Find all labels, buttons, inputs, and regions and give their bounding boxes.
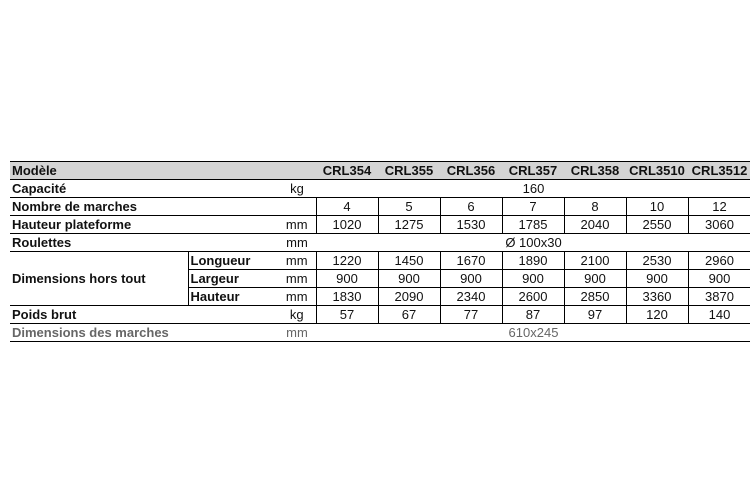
row-value: 5 [378, 198, 440, 216]
row-value: 2960 [688, 252, 750, 270]
hauteur-plateforme-row [10, 216, 750, 234]
row-value: 2850 [564, 288, 626, 306]
row-unit: mm [278, 324, 316, 342]
row-value: 1670 [440, 252, 502, 270]
row-value: 7 [502, 198, 564, 216]
row-value: 97 [564, 306, 626, 324]
row-value: 1890 [502, 252, 564, 270]
row-value: 57 [316, 306, 378, 324]
row-value: 2600 [502, 288, 564, 306]
row-value: 900 [626, 270, 688, 288]
model-cell: CRL358 [564, 162, 626, 180]
dimensions-label: Dimensions hors tout [10, 252, 188, 306]
sub-label: Hauteur [188, 288, 278, 306]
row-value: 1450 [378, 252, 440, 270]
row-unit: mm [278, 234, 316, 252]
header-label: Modèle [10, 162, 316, 180]
row-value: 2530 [626, 252, 688, 270]
row-value: 900 [564, 270, 626, 288]
row-value: 3870 [688, 288, 750, 306]
row-value: 6 [440, 198, 502, 216]
model-cell: CRL357 [502, 162, 564, 180]
row-value: 2100 [564, 252, 626, 270]
row-value: 1220 [316, 252, 378, 270]
model-cell: CRL3510 [626, 162, 688, 180]
row-label: Capacité [10, 180, 278, 198]
row-value: 3060 [688, 216, 750, 234]
longueur-row [10, 252, 750, 270]
row-value: 140 [688, 306, 750, 324]
model-cell: CRL3512 [688, 162, 750, 180]
model-cell: CRL354 [316, 162, 378, 180]
spec-table [10, 161, 750, 342]
row-label: Poids brut [10, 306, 278, 324]
row-value: 67 [378, 306, 440, 324]
row-value: Ø 100x30 [316, 234, 750, 252]
row-value: 2040 [564, 216, 626, 234]
row-value: 1275 [378, 216, 440, 234]
header-row [10, 162, 750, 180]
row-unit: mm [278, 216, 316, 234]
row-value: 610x245 [316, 324, 750, 342]
row-value: 87 [502, 306, 564, 324]
capacite-row [10, 180, 750, 198]
row-label: Hauteur plateforme [10, 216, 278, 234]
sub-label: Longueur [188, 252, 278, 270]
row-unit: kg [278, 180, 316, 198]
model-cell: CRL355 [378, 162, 440, 180]
row-value: 120 [626, 306, 688, 324]
model-cell: CRL356 [440, 162, 502, 180]
row-value: 900 [502, 270, 564, 288]
row-value: 1785 [502, 216, 564, 234]
row-value: 3360 [626, 288, 688, 306]
row-value: 1020 [316, 216, 378, 234]
row-value: 12 [688, 198, 750, 216]
row-unit: mm [278, 270, 316, 288]
row-value: 900 [440, 270, 502, 288]
dim-marches-row [10, 324, 750, 342]
row-value: 900 [378, 270, 440, 288]
row-value: 900 [316, 270, 378, 288]
row-label: Roulettes [10, 234, 278, 252]
row-unit: mm [278, 252, 316, 270]
row-value: 160 [316, 180, 750, 198]
row-unit [278, 198, 316, 216]
row-value: 77 [440, 306, 502, 324]
sub-label: Largeur [188, 270, 278, 288]
row-unit: kg [278, 306, 316, 324]
row-value: 900 [688, 270, 750, 288]
marches-row [10, 198, 750, 216]
row-value: 8 [564, 198, 626, 216]
row-value: 2550 [626, 216, 688, 234]
roulettes-row [10, 234, 750, 252]
poids-row [10, 306, 750, 324]
row-value: 10 [626, 198, 688, 216]
row-value: 1830 [316, 288, 378, 306]
row-value: 1530 [440, 216, 502, 234]
row-label: Dimensions des marches [10, 324, 278, 342]
row-value: 2090 [378, 288, 440, 306]
row-value: 4 [316, 198, 378, 216]
row-label: Nombre de marches [10, 198, 278, 216]
row-unit: mm [278, 288, 316, 306]
row-value: 2340 [440, 288, 502, 306]
